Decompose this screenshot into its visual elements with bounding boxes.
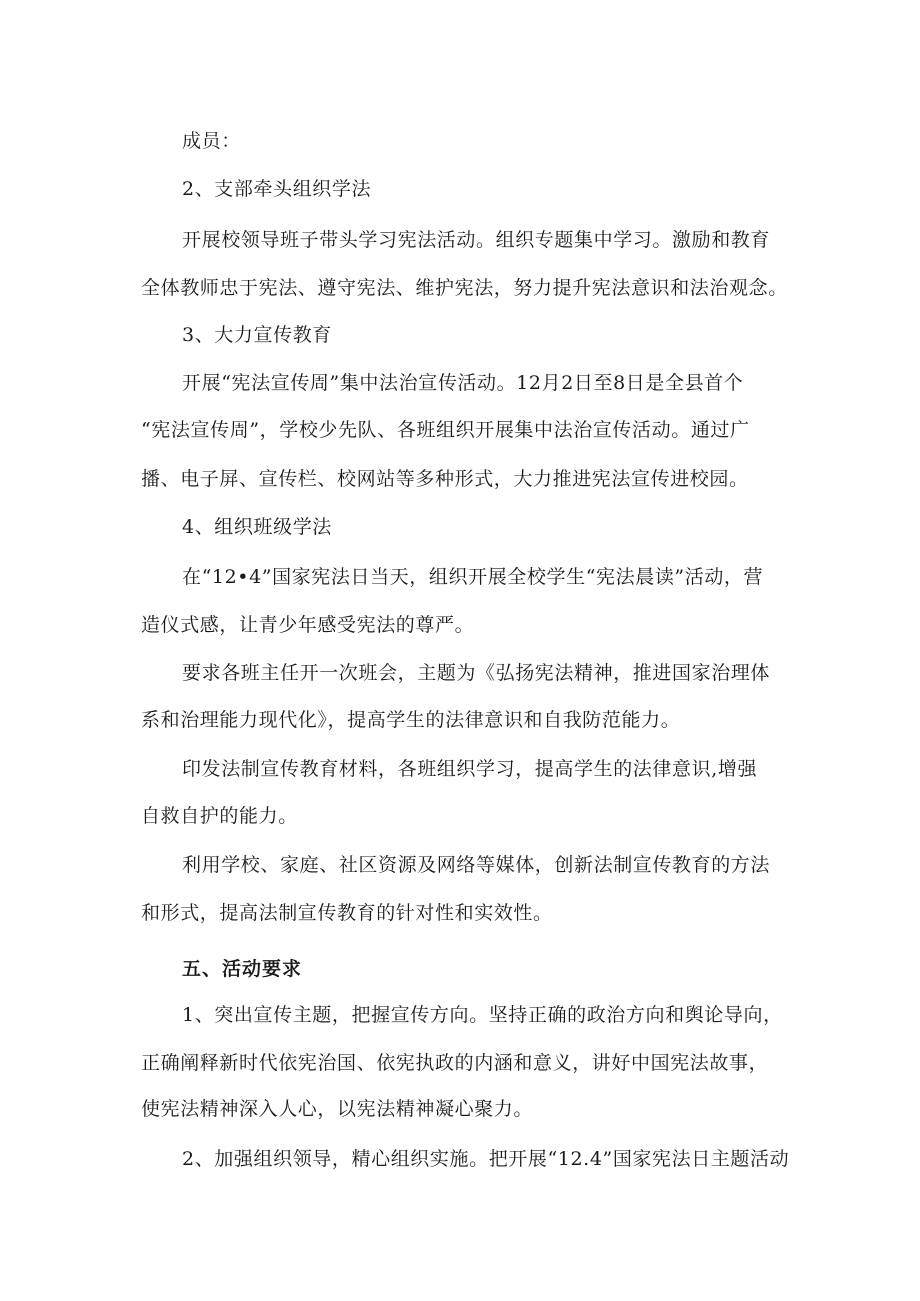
paragraph-line: 造仪式感，让青少年感受宪法的尊严。: [141, 614, 475, 636]
paragraph-line: 播、电子屏、宣传栏、校网站等多种形式，大力推进宪法宣传进校园。: [141, 468, 749, 490]
paragraph-line: 系和治理能力现代化》，提高学生的法律意识和自我防范能力。: [141, 709, 681, 731]
subheading-publicity: 3、大力宣传教育: [182, 324, 332, 346]
paragraph-line: 利用学校、家庭、社区资源及网络等媒体，创新法制宣传教育的方法: [182, 854, 771, 876]
paragraph-line: 开展校领导班子带头学习宪法活动。组织专题集中学习。激励和教育: [182, 229, 771, 251]
paragraph-line: 全体教师忠于宪法、遵守宪法、维护宪法，努力提升宪法意识和法治观念。: [141, 277, 788, 299]
paragraph-line: 和形式，提高法制宣传教育的针对性和实效性。: [141, 902, 553, 924]
subheading-class-study: 4、组织班级学法: [182, 516, 332, 538]
paragraph-line: 印发法制宣传教育材料，各班组织学习，提高学生的法律意识,增强: [182, 758, 758, 780]
paragraph-line: “宪法宣传周”，学校少先队、各班组织开展集中法治宣传活动。通过广: [141, 419, 750, 441]
subheading-branch-study: 2、支部牵头组织学法: [182, 178, 372, 200]
paragraph-line: 正确阐释新时代依宪治国、依宪执政的内涵和意义，讲好中国宪法故事，: [141, 1052, 769, 1074]
section-heading-activity-requirements: 五、活动要求: [182, 958, 303, 980]
paragraph-line: 自救自护的能力。: [141, 805, 298, 827]
paragraph-line: 2、加强组织领导，精心组织实施。把开展“12.4”国家宪法日主题活动: [182, 1148, 790, 1170]
paragraph-line: 在“12•4”国家宪法日当天，组织开展全校学生“宪法晨读”活动，营: [182, 566, 764, 588]
paragraph-line: 使宪法精神深入人心，以宪法精神凝心聚力。: [141, 1098, 534, 1120]
paragraph-line: 开展“宪法宣传周”集中法治宣传活动。12月2日至8日是全县首个: [182, 372, 744, 394]
paragraph-line: 要求各班主任开一次班会，主题为《弘扬宪法精神，推进国家治理体: [182, 662, 771, 684]
members-label: 成员：: [182, 130, 241, 152]
paragraph-line: 1、突出宣传主题，把握宣传方向。坚持正确的政治方向和舆论导向，: [182, 1004, 783, 1026]
